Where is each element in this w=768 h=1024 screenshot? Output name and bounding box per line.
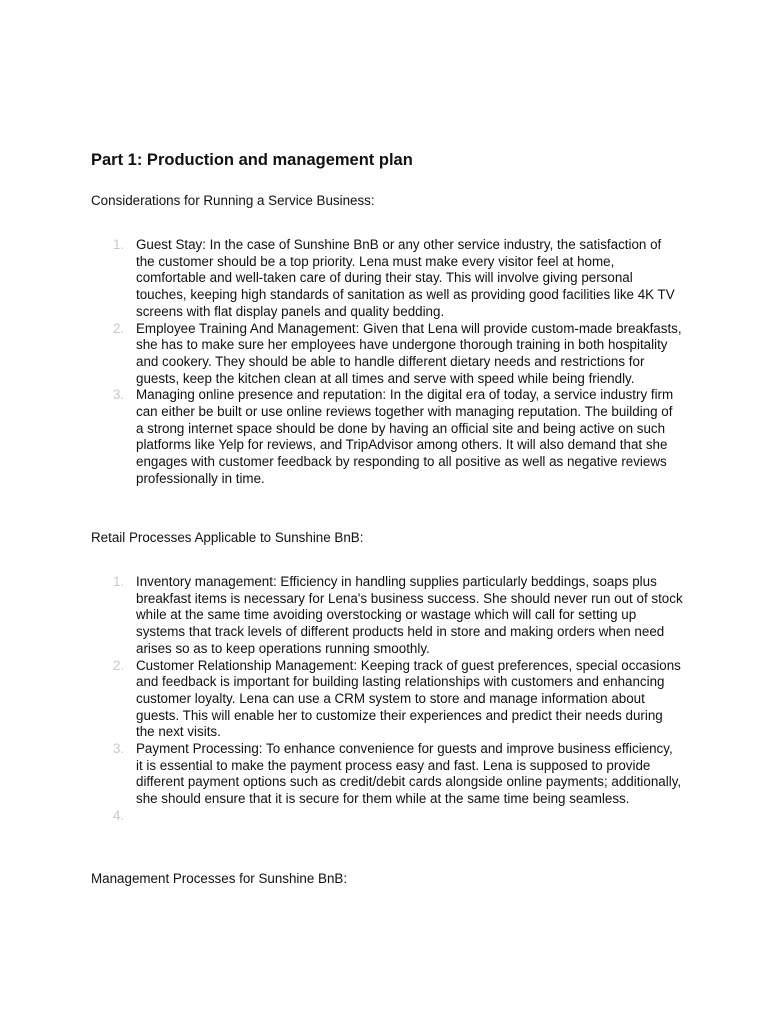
- list-item-text: Inventory management: Efficiency in handling supplies particularly beddings, soaps plus breakfast items is necessary for Lena's business success. She should never run out of stock while at the same time avoiding overstocking or wastage which will call for setting up systems that track levels of different products held in store and making orders when need arises so as to keep operations running smoothly.: [136, 574, 683, 656]
- list-number: 4.: [113, 807, 125, 823]
- list-number: 2.: [113, 657, 125, 673]
- list-number: 1.: [113, 574, 125, 589]
- retail-processes-list: [113, 574, 683, 825]
- list-number: 3.: [113, 387, 125, 403]
- section-label-service: Considerations for Running a Service Business:: [91, 193, 375, 208]
- section-label-management: Management Processes for Sunshine BnB:: [91, 871, 348, 886]
- list-item: [113, 574, 683, 658]
- list-number: 3.: [113, 741, 125, 757]
- list-item: [113, 237, 683, 321]
- list-item: [113, 321, 683, 388]
- page-title: Part 1: Production and management plan: [91, 151, 413, 169]
- list-item-text: Employee Training And Management: Given that Lena will provide custom-made breakfasts, she has to make sure her employees have undergone thorough training in both hospitality and cookery. They should be able to handle different dietary needs and restrictions for guests, keep the kitchen clean at all times and serve with speed while being friendly.: [136, 320, 682, 386]
- list-item-text: Managing online presence and reputation: In the digital era of today, a service industry firm can either be built or use online reviews together with managing reputation. The building of a strong internet space should be done by having an official site and being active on such platforms like Yelp for reviews, and TripAdvisor among others. It will also demand that she engages with customer feedback by responding to all positive as well as negative reviews professionally in time.: [136, 387, 674, 486]
- list-number: 1.: [113, 237, 125, 252]
- list-item-text: Payment Processing: To enhance convenience for guests and improve business efficiency, it is essential to make the payment process easy and fast. Lena is supposed to provide different payment options such as credit/debit cards alongside online payments; additionally, she should ensure that it is secure for them while at the same time being seamless.: [136, 741, 682, 807]
- service-considerations-list: [113, 237, 683, 488]
- list-item-text: Guest Stay: In the case of Sunshine BnB or any other service industry, the satisfaction of the customer should be a top priority. Lena must make every visitor feel at home, comfortable and well-taken care of during their stay. This will involve giving personal touches, keeping high standards of sanitation as well as providing good facilities like 4K TV screens with flat display panels and quality bedding.: [136, 237, 675, 319]
- list-item: [113, 741, 683, 808]
- list-item: [113, 387, 683, 487]
- list-number: 2.: [113, 320, 125, 336]
- section-label-retail: Retail Processes Applicable to Sunshine BnB:: [91, 530, 364, 545]
- list-item: [113, 658, 683, 742]
- list-item: [113, 808, 683, 825]
- list-item-text: Customer Relationship Management: Keeping track of guest preferences, special occasions and feedback is important for building lasting relationships with customers and enhancing customer loyalty. Lena can use a CRM system to store and manage information about guests. This will enable her to customize their experiences and predict their needs during the next visits.: [136, 657, 681, 740]
